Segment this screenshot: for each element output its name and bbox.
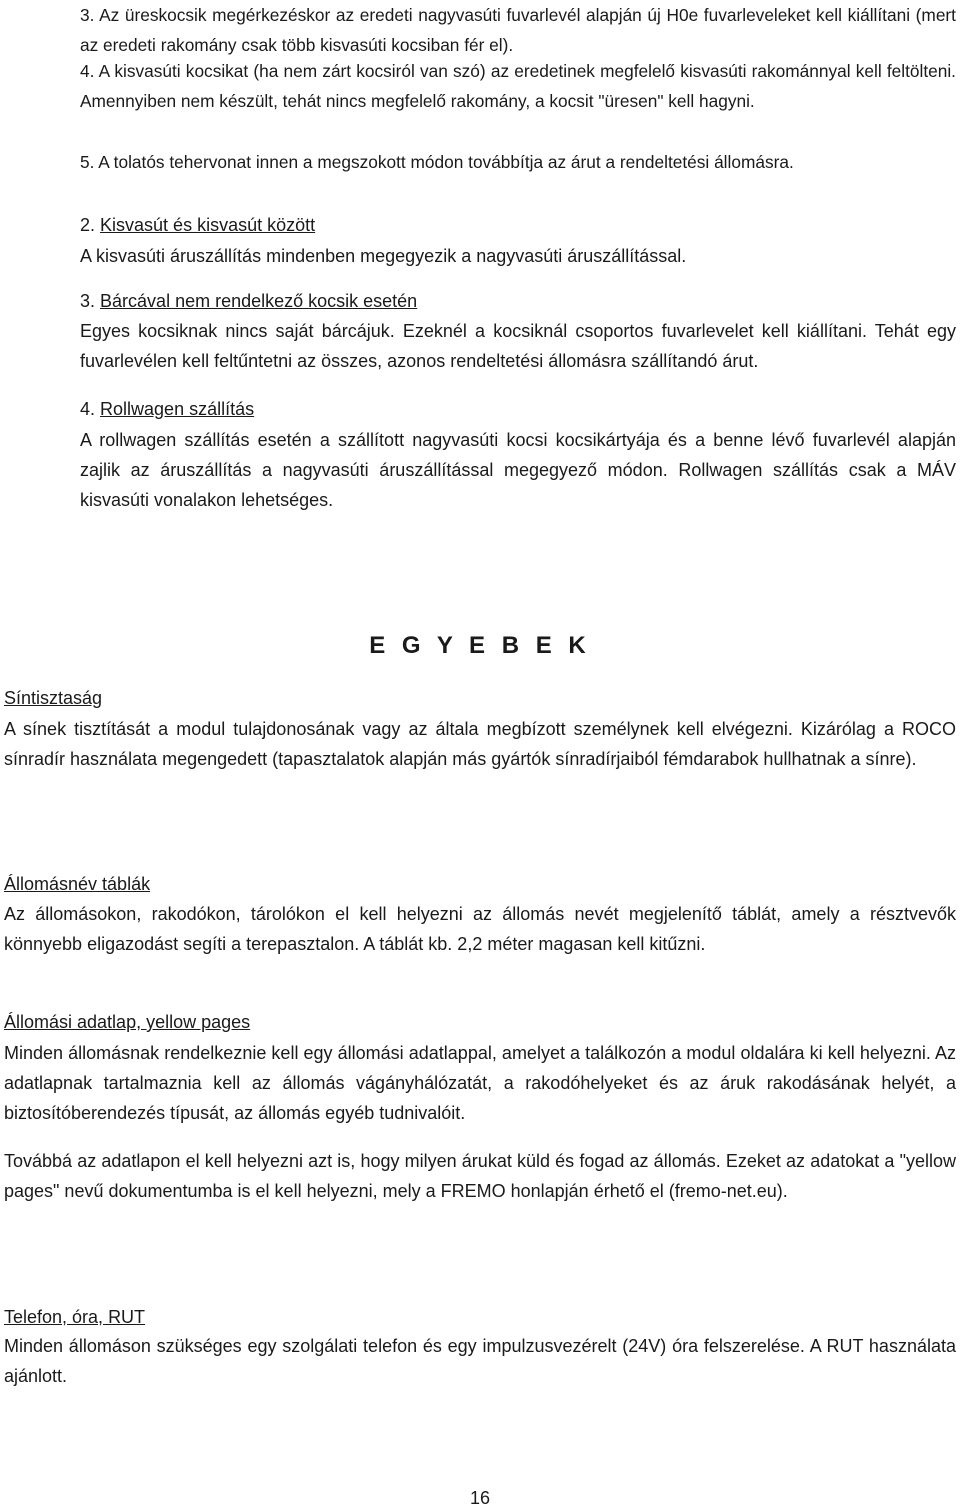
list-text: A kisvasúti kocsikat (ha nem zárt kocsiról van szó) az eredetinek megfelelő kisvasúti rakománnyal kell feltölteni. Amennyiben nem készült, tehát nincs megfelelő rakomány, a kocsit "üresen" kell hagyni. [80,61,956,111]
section-heading-4 [80,394,254,424]
list-item-3 [80,0,956,60]
section-number: 4. [80,399,96,419]
heading-text: Állomási adatlap, yellow pages [4,1012,251,1032]
egyebek-title: E G Y E B E K [369,632,591,659]
heading-allomasi-adatlap [4,1007,250,1037]
list-text: Az üreskocsik megérkezéskor az eredeti nagyvasúti fuvarlevél alapján új H0e fuvarleveleket kell kiállítani (mert az eredeti rakomány csak több kisvasúti kocsiban fér el). [80,5,956,55]
section-heading-3 [80,286,417,316]
section-text-3: Egyes kocsiknak nincs saját bárcájuk. Ezeknél a kocsiknál csoportos fuvarlevelet kell kiállítani. Tehát egy fuvarlevélen kell feltűntetni az összes, azonos rendeltetési állomásra szállítandó árut. [80,321,956,371]
section-title: Rollwagen szállítás [100,399,255,419]
text-telefon-ora-rut: Minden állomáson szükséges egy szolgálati telefon és egy impulzusvezérelt (24V) óra felszerelése. A RUT használata ajánlott. [4,1336,956,1386]
text-allomasi-adatlap-2: Továbbá az adatlapon el kell helyezni azt is, hogy milyen árukat küld és fogad az állomás. Ezeket az adatokat a "yellow pages" nevű dokumentumba is el kell helyezni, mely a FREMO honlapján érhető el (fremo-net.eu). [4,1151,956,1201]
list-number: 5. [80,152,95,172]
section-text-4: A rollwagen szállítás esetén a szállított nagyvasúti kocsi kocsikártyája és a benne lévő fuvarlevél alapján zajlik az áruszállítás a nagyvasúti áruszállítással megegyező módon. Rollwagen szállítás csak a MÁV kisvasúti vonalakon lehetséges. [80,430,956,510]
heading-text: Síntisztaság [4,688,103,708]
text-sintisztasag: A sínek tisztítását a modul tulajdonosának vagy az általa megbízott személynek kell elvégezni. Kizárólag a ROCO sínradír használata megengedett (tapasztalatok alapján más gyártók sínradírjaiból fémdarabok hullhatnak a sínre). [4,719,956,769]
text-allomasi-adatlap-1: Minden állomásnak rendelkeznie kell egy állomási adatlappal, amelyet a találkozón a modul oldalára ki kell helyezni. Az adatlapnak tartalmaznia kell az állomás vágányhálózatát, a rakodóhelyeket és az áruk rakodásának helyét, a biztosítóberendezés típusát, az állomás egyéb tudnivalóit. [4,1043,956,1123]
section-title: Bárcával nem rendelkező kocsik esetén [100,291,418,311]
list-number: 3. [80,5,95,25]
list-text: A tolatós tehervonat innen a megszokott módon továbbítja az árut a rendeltetési állomásra. [98,152,794,172]
page-number: 16 [469,1488,491,1508]
section-title: Kisvasút és kisvasút között [100,215,316,235]
text-allomasnev-tablak: Az állomásokon, rakodókon, tárolókon el kell helyezni az állomás nevét megjelenítő táblát, amely a résztvevők könnyebb eligazodást segíti a terepasztalon. A táblát kb. 2,2 méter magasan kell kitűzni. [4,904,956,954]
section-number: 3. [80,291,96,311]
heading-text: Állomásnév táblák [4,874,151,894]
list-item-4 [80,56,956,116]
list-number: 4. [80,61,95,81]
section-number: 2. [80,215,96,235]
heading-text: Telefon, óra, RUT [4,1307,146,1327]
heading-allomasnev-tablak [4,869,150,899]
heading-sintisztasag [4,683,102,713]
heading-telefon-ora-rut [4,1302,145,1332]
section-text-2: A kisvasúti áruszállítás mindenben megegyezik a nagyvasúti áruszállítással. [80,246,687,266]
section-heading-2 [80,210,315,240]
list-item-5 [80,147,794,177]
